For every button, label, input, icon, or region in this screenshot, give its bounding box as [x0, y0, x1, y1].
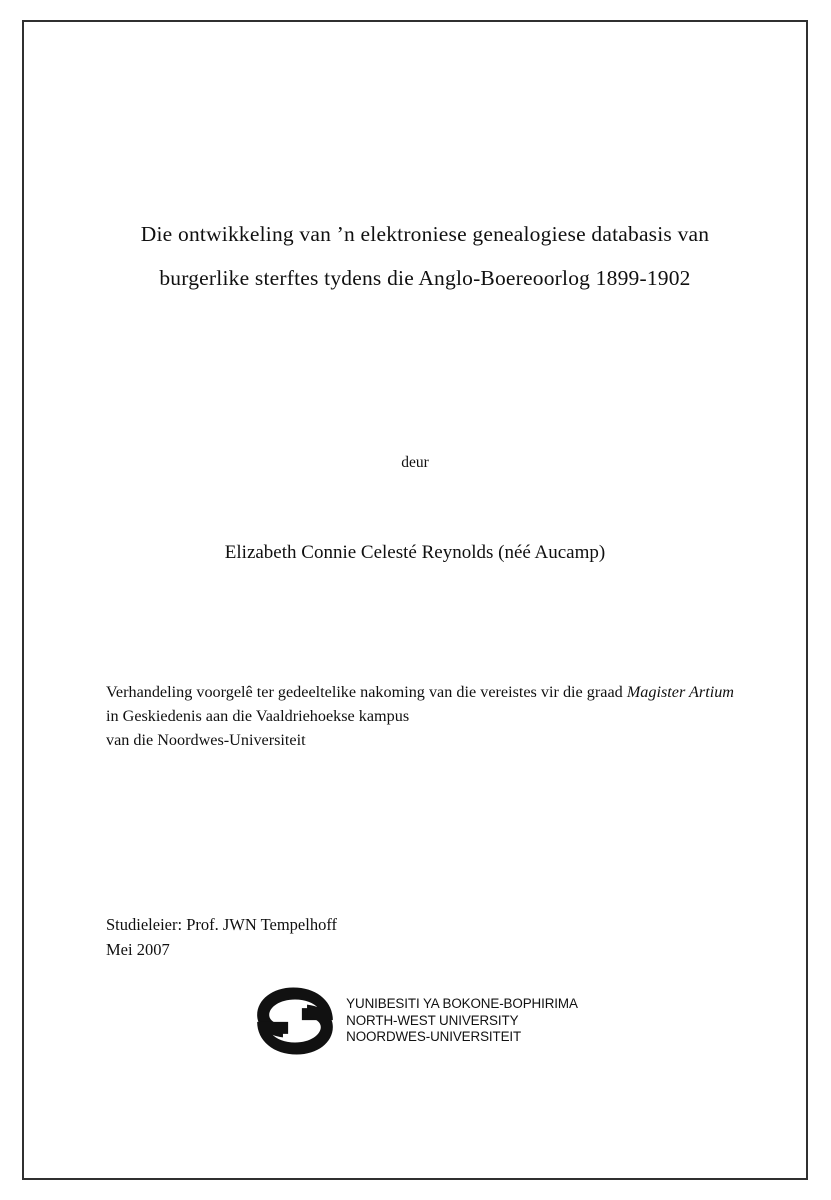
university-logo: [24, 984, 806, 1058]
statement-line-1: Verhandeling voorgelê ter gedeeltelike nakoming van die vereistes vir die: [106, 683, 583, 701]
statement-line-2-pre: graad: [586, 683, 627, 701]
date-line: Mei 2007: [106, 940, 170, 959]
statement-line-3: van die Noordwes-Universiteit: [106, 731, 306, 749]
logo-text-line-1: YUNIBESITI YA BOKONE-BOPHIRIMA: [346, 996, 578, 1012]
by-label: deur: [401, 454, 429, 471]
logo-text-line-2: NORTH-WEST UNIVERSITY: [346, 1012, 519, 1028]
page-content: [24, 22, 806, 1178]
supervisor-line: Studieleier: Prof. JWN Tempelhoff: [106, 915, 338, 934]
title-line-2: burgerlike sterftes tydens die Anglo-Boereoorlog 1899-1902: [159, 266, 691, 290]
title-line-1: Die ontwikkeling van ’n elektroniese genealogiese databasis van: [140, 222, 710, 246]
page-title: [104, 212, 746, 300]
degree-name: Magister Artium: [626, 683, 734, 701]
logo-text: [346, 996, 578, 1046]
nwu-logo-icon: [252, 984, 338, 1058]
supervisor-block: [106, 912, 337, 962]
author-name: Elizabeth Connie Celesté Reynolds (néé Aucamp): [224, 542, 606, 563]
statement-line-2-post: in Geskiedenis aan die Vaaldriehoekse kampus: [106, 707, 410, 725]
logo-text-line-3: NOORDWES-UNIVERSITEIT: [346, 1029, 522, 1045]
scanned-page: [22, 20, 808, 1180]
degree-statement: [106, 680, 734, 752]
